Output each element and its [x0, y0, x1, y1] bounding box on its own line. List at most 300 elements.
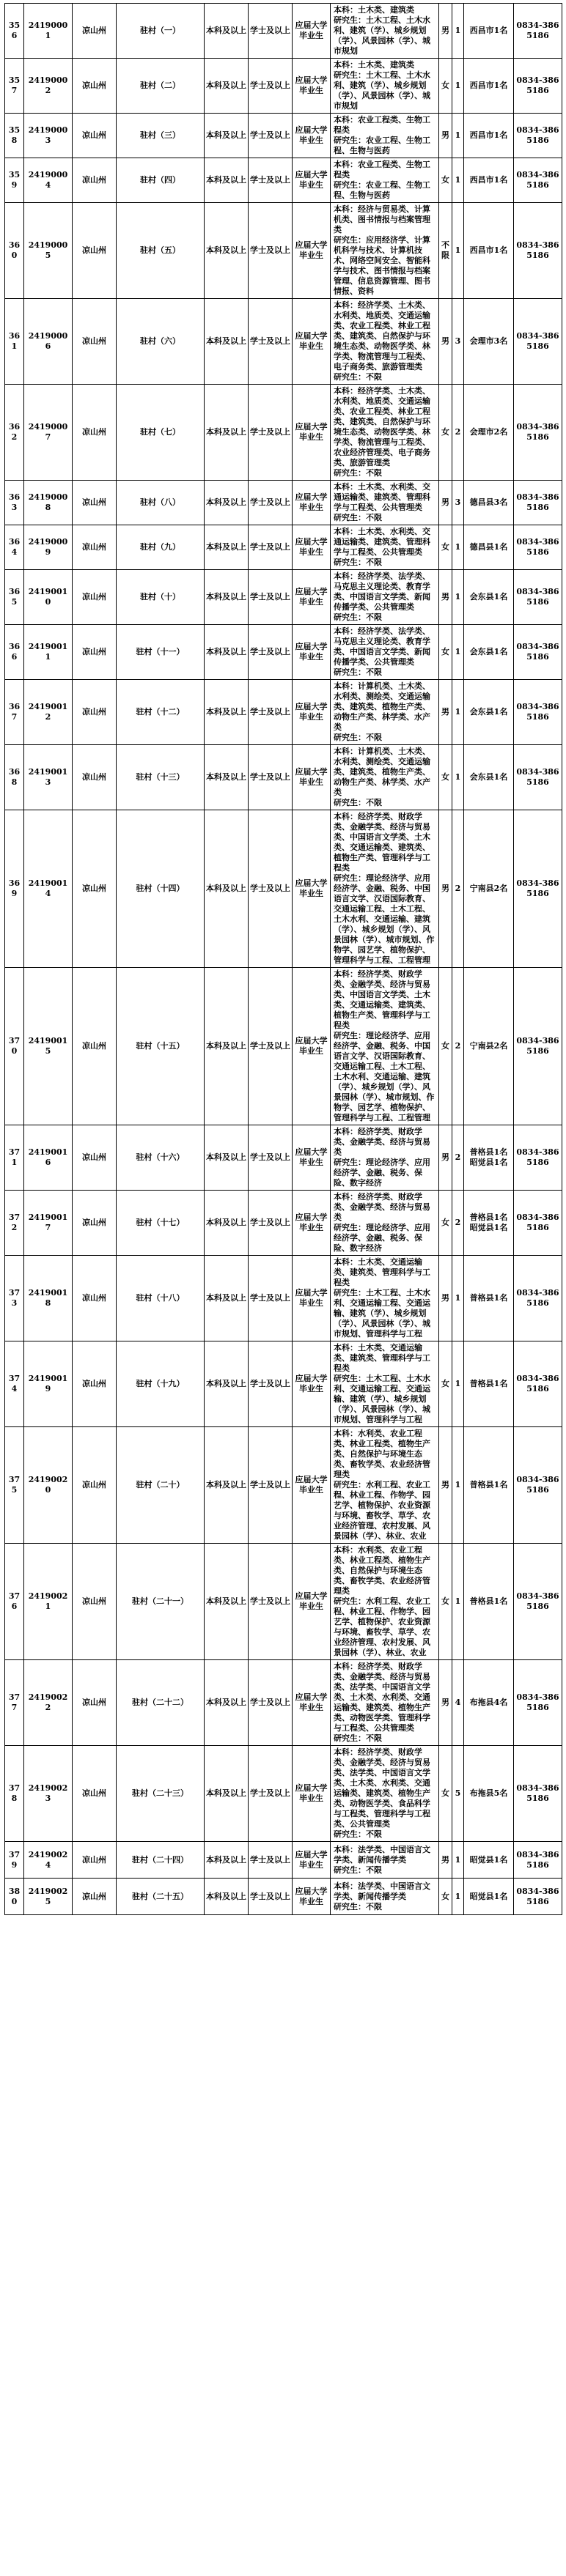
table-row [5, 299, 562, 385]
contact-phone-cell: 0834-3865186 [514, 745, 562, 810]
row-number-cell: 373 [5, 1256, 24, 1341]
county-quota-cell: 德昌县1名 [464, 525, 514, 570]
row-number-cell: 362 [5, 385, 24, 481]
degree-requirement-cell: 学士及以上 [249, 1660, 293, 1746]
post-code-cell: 24190007 [24, 385, 73, 481]
undergrad-majors: 本科：法学类、中国语言文学类、新闻传播学类 [334, 1881, 430, 1901]
table-row [5, 59, 562, 114]
degree-requirement-cell: 学士及以上 [249, 625, 293, 680]
table-row [5, 1427, 562, 1544]
row-number-cell: 357 [5, 59, 24, 114]
graduate-type-cell: 应届大学毕业生 [293, 1544, 331, 1660]
major-requirement-cell [331, 158, 439, 203]
graduate-majors: 研究生：不限 [334, 1829, 382, 1839]
post-name-cell: 驻村（十六） [117, 1125, 205, 1191]
graduate-majors: 研究生：不限 [334, 372, 382, 382]
undergrad-majors: 本科：农业工程类、生物工程类 [334, 160, 430, 179]
graduate-type-cell: 应届大学毕业生 [293, 1842, 331, 1879]
graduate-type-cell: 应届大学毕业生 [293, 968, 331, 1125]
graduate-type-cell: 应届大学毕业生 [293, 1660, 331, 1746]
county-quota-cell: 德昌县3名 [464, 481, 514, 525]
major-requirement-cell [331, 1191, 439, 1256]
gender-cell: 女 [439, 385, 452, 481]
contact-phone-cell: 0834-3865186 [514, 299, 562, 385]
education-requirement-cell: 本科及以上 [205, 481, 249, 525]
headcount-cell: 3 [452, 299, 464, 385]
table-row [5, 625, 562, 680]
undergrad-majors: 本科：土木类、水利类、交通运输类、建筑类、管理科学与工程类、公共管理类 [334, 527, 430, 557]
gender-cell: 男 [439, 1427, 452, 1544]
table-row [5, 481, 562, 525]
post-code-cell: 24190003 [24, 114, 73, 158]
region-cell: 凉山州 [73, 525, 117, 570]
headcount-cell: 1 [452, 4, 464, 59]
degree-requirement-cell: 学士及以上 [249, 1427, 293, 1544]
graduate-majors: 研究生：水利工程、农业工程、林业工程、作物学、园艺学、植物保护、农业资源与环境、畜牧学、草学、农业经济管理、农村发展、风景园林（学）、林业、农业 [334, 1480, 430, 1541]
county-quota-cell: 昭觉县1名 [464, 1842, 514, 1879]
region-cell: 凉山州 [73, 810, 117, 968]
contact-phone-cell: 0834-3865186 [514, 525, 562, 570]
contact-phone-cell: 0834-3865186 [514, 1660, 562, 1746]
headcount-cell: 1 [452, 1427, 464, 1544]
post-code-cell: 24190014 [24, 810, 73, 968]
row-number-cell: 375 [5, 1427, 24, 1544]
major-requirement-cell [331, 481, 439, 525]
gender-cell: 男 [439, 810, 452, 968]
education-requirement-cell: 本科及以上 [205, 1125, 249, 1191]
undergrad-majors: 本科：土木类、水利类、交通运输类、建筑类、管理科学与工程类、公共管理类 [334, 482, 430, 512]
gender-cell: 男 [439, 481, 452, 525]
post-code-cell: 24190019 [24, 1341, 73, 1427]
education-requirement-cell: 本科及以上 [205, 385, 249, 481]
county-quota-cell: 宁南县2名 [464, 968, 514, 1125]
degree-requirement-cell: 学士及以上 [249, 1842, 293, 1879]
degree-requirement-cell: 学士及以上 [249, 385, 293, 481]
contact-phone-cell: 0834-3865186 [514, 1125, 562, 1191]
headcount-cell: 1 [452, 1879, 464, 1915]
post-name-cell: 驻村（九） [117, 525, 205, 570]
region-cell: 凉山州 [73, 968, 117, 1125]
contact-phone-cell: 0834-3865186 [514, 968, 562, 1125]
post-code-cell: 24190001 [24, 4, 73, 59]
region-cell: 凉山州 [73, 1427, 117, 1544]
major-requirement-cell [331, 299, 439, 385]
graduate-type-cell: 应届大学毕业生 [293, 114, 331, 158]
post-name-cell: 驻村（二十二） [117, 1660, 205, 1746]
post-name-cell: 驻村（十八） [117, 1256, 205, 1341]
major-requirement-cell [331, 968, 439, 1125]
headcount-cell: 1 [452, 1842, 464, 1879]
major-requirement-cell [331, 1341, 439, 1427]
post-code-cell: 24190008 [24, 481, 73, 525]
post-name-cell: 驻村（二十） [117, 1427, 205, 1544]
region-cell: 凉山州 [73, 1256, 117, 1341]
gender-cell: 女 [439, 1879, 452, 1915]
headcount-cell: 1 [452, 625, 464, 680]
county-quota-cell: 西昌市1名 [464, 4, 514, 59]
graduate-majors: 研究生：应用经济学、计算机科学与技术、计算机技术、网络空间安全、智能科学与技术、图书情报与档案管理、信息资源管理、图书情报、资料 [334, 235, 430, 296]
gender-cell: 女 [439, 1191, 452, 1256]
contact-phone-cell: 0834-3865186 [514, 680, 562, 745]
contact-phone-cell: 0834-3865186 [514, 1879, 562, 1915]
post-code-cell: 24190017 [24, 1191, 73, 1256]
contact-phone-cell: 0834-3865186 [514, 114, 562, 158]
post-name-cell: 驻村（十一） [117, 625, 205, 680]
post-name-cell: 驻村（十） [117, 570, 205, 625]
major-requirement-cell [331, 625, 439, 680]
headcount-cell: 1 [452, 1256, 464, 1341]
gender-cell: 男 [439, 1125, 452, 1191]
education-requirement-cell: 本科及以上 [205, 745, 249, 810]
major-requirement-cell [331, 1427, 439, 1544]
contact-phone-cell: 0834-3865186 [514, 59, 562, 114]
graduate-type-cell: 应届大学毕业生 [293, 1191, 331, 1256]
degree-requirement-cell: 学士及以上 [249, 968, 293, 1125]
post-name-cell: 驻村（十九） [117, 1341, 205, 1427]
major-requirement-cell [331, 4, 439, 59]
post-name-cell: 驻村（二十五） [117, 1879, 205, 1915]
county-quota-cell: 布拖县4名 [464, 1660, 514, 1746]
education-requirement-cell: 本科及以上 [205, 968, 249, 1125]
county-quota-cell: 西昌市1名 [464, 203, 514, 299]
education-requirement-cell: 本科及以上 [205, 1341, 249, 1427]
headcount-cell: 1 [452, 680, 464, 745]
major-requirement-cell [331, 59, 439, 114]
row-number-cell: 368 [5, 745, 24, 810]
table-row [5, 570, 562, 625]
education-requirement-cell: 本科及以上 [205, 625, 249, 680]
post-code-cell: 24190016 [24, 1125, 73, 1191]
row-number-cell: 372 [5, 1191, 24, 1256]
graduate-type-cell: 应届大学毕业生 [293, 625, 331, 680]
graduate-type-cell: 应届大学毕业生 [293, 299, 331, 385]
region-cell: 凉山州 [73, 1660, 117, 1746]
table-row [5, 385, 562, 481]
post-name-cell: 驻村（四） [117, 158, 205, 203]
degree-requirement-cell: 学士及以上 [249, 203, 293, 299]
gender-cell: 男 [439, 1256, 452, 1341]
region-cell: 凉山州 [73, 299, 117, 385]
graduate-majors: 研究生：理论经济学、应用经济学、金融、税务、中国语言文学、汉语国际教育、交通运输工程、土木工程、土木水利、交通运输、建筑（学）、城乡规划（学）、风景园林（学）、城市规划、作物学、园艺学、植物保护、管理科学与工程、工程管理 [334, 1031, 435, 1122]
graduate-majors: 研究生：理论经济学、应用经济学、金融、税务、保险、数字经济 [334, 1158, 430, 1188]
undergrad-majors: 本科：经济与贸易类、计算机类、图书情报与档案管理类 [334, 204, 430, 234]
degree-requirement-cell: 学士及以上 [249, 158, 293, 203]
table-body [5, 4, 562, 1915]
degree-requirement-cell: 学士及以上 [249, 680, 293, 745]
post-code-cell: 24190005 [24, 203, 73, 299]
major-requirement-cell [331, 525, 439, 570]
county-quota-cell: 会东县1名 [464, 570, 514, 625]
county-quota-cell: 普格县1名 [464, 1256, 514, 1341]
county-quota-cell: 会理市2名 [464, 385, 514, 481]
table-row [5, 680, 562, 745]
contact-phone-cell: 0834-3865186 [514, 385, 562, 481]
county-quota-cell: 布拖县5名 [464, 1746, 514, 1842]
county-quota-cell: 西昌市1名 [464, 59, 514, 114]
undergrad-majors: 本科：土木类、交通运输类、建筑类、管理科学与工程类 [334, 1257, 430, 1287]
county-quota-cell: 普格县1名 [464, 1341, 514, 1427]
degree-requirement-cell: 学士及以上 [249, 1879, 293, 1915]
row-number-cell: 380 [5, 1879, 24, 1915]
headcount-cell: 2 [452, 968, 464, 1125]
row-number-cell: 356 [5, 4, 24, 59]
region-cell: 凉山州 [73, 4, 117, 59]
graduate-majors: 研究生：不限 [334, 1901, 382, 1911]
gender-cell: 女 [439, 625, 452, 680]
gender-cell: 男 [439, 114, 452, 158]
region-cell: 凉山州 [73, 1842, 117, 1879]
region-cell: 凉山州 [73, 745, 117, 810]
post-name-cell: 驻村（一） [117, 4, 205, 59]
table-row [5, 1341, 562, 1427]
row-number-cell: 360 [5, 203, 24, 299]
graduate-type-cell: 应届大学毕业生 [293, 385, 331, 481]
major-requirement-cell [331, 1544, 439, 1660]
graduate-type-cell: 应届大学毕业生 [293, 203, 331, 299]
major-requirement-cell [331, 1660, 439, 1746]
graduate-majors: 研究生：不限 [334, 513, 382, 522]
education-requirement-cell: 本科及以上 [205, 1660, 249, 1746]
county-quota-cell: 西昌市1名 [464, 158, 514, 203]
education-requirement-cell: 本科及以上 [205, 525, 249, 570]
education-requirement-cell: 本科及以上 [205, 1256, 249, 1341]
post-name-cell: 驻村（三） [117, 114, 205, 158]
gender-cell: 男 [439, 299, 452, 385]
education-requirement-cell: 本科及以上 [205, 114, 249, 158]
undergrad-majors: 本科：经济学类、土木类、水利类、地质类、交通运输类、农业工程类、林业工程类、建筑类、自然保护与环境生态类、动物医学类、林学类、物流管理与工程类、农业经济管理类、电子商务类、旅游管理类 [334, 386, 430, 467]
row-number-cell: 379 [5, 1842, 24, 1879]
undergrad-majors: 本科：计算机类、土木类、水利类、测绘类、交通运输类、建筑类、植物生产类、动物生产类、林学类、水产类 [334, 681, 430, 732]
region-cell: 凉山州 [73, 158, 117, 203]
post-name-cell: 驻村（二十四） [117, 1842, 205, 1879]
graduate-type-cell: 应届大学毕业生 [293, 1125, 331, 1191]
headcount-cell: 2 [452, 1125, 464, 1191]
post-name-cell: 驻村（十五） [117, 968, 205, 1125]
graduate-majors: 研究生：理论经济学、应用经济学、金融、税务、保险、数字经济 [334, 1223, 430, 1253]
degree-requirement-cell: 学士及以上 [249, 1746, 293, 1842]
region-cell: 凉山州 [73, 203, 117, 299]
row-number-cell: 367 [5, 680, 24, 745]
education-requirement-cell: 本科及以上 [205, 1879, 249, 1915]
contact-phone-cell: 0834-3865186 [514, 570, 562, 625]
graduate-type-cell: 应届大学毕业生 [293, 481, 331, 525]
education-requirement-cell: 本科及以上 [205, 4, 249, 59]
post-name-cell: 驻村（十二） [117, 680, 205, 745]
row-number-cell: 374 [5, 1341, 24, 1427]
graduate-majors: 研究生：不限 [334, 1865, 382, 1875]
graduate-majors: 研究生：不限 [334, 667, 382, 677]
education-requirement-cell: 本科及以上 [205, 680, 249, 745]
graduate-type-cell: 应届大学毕业生 [293, 4, 331, 59]
graduate-type-cell: 应届大学毕业生 [293, 158, 331, 203]
post-code-cell: 24190011 [24, 625, 73, 680]
graduate-majors: 研究生：土木工程、土木水利、建筑（学）、城乡规划（学）、风景园林（学）、城市规划 [334, 70, 430, 111]
gender-cell: 男 [439, 680, 452, 745]
table-row [5, 114, 562, 158]
education-requirement-cell: 本科及以上 [205, 158, 249, 203]
county-quota-cell: 普格县1名 [464, 1544, 514, 1660]
region-cell: 凉山州 [73, 1544, 117, 1660]
graduate-majors: 研究生：不限 [334, 1733, 382, 1743]
headcount-cell: 1 [452, 203, 464, 299]
gender-cell: 男 [439, 4, 452, 59]
contact-phone-cell: 0834-3865186 [514, 1256, 562, 1341]
contact-phone-cell: 0834-3865186 [514, 1191, 562, 1256]
post-code-cell: 24190024 [24, 1842, 73, 1879]
post-name-cell: 驻村（二十一） [117, 1544, 205, 1660]
graduate-type-cell: 应届大学毕业生 [293, 680, 331, 745]
row-number-cell: 358 [5, 114, 24, 158]
post-name-cell: 驻村（二） [117, 59, 205, 114]
gender-cell: 不限 [439, 203, 452, 299]
table-row [5, 4, 562, 59]
degree-requirement-cell: 学士及以上 [249, 810, 293, 968]
gender-cell: 女 [439, 1544, 452, 1660]
contact-phone-cell: 0834-3865186 [514, 158, 562, 203]
row-number-cell: 364 [5, 525, 24, 570]
graduate-majors: 研究生：理论经济学、应用经济学、金融、税务、中国语言文学、汉语国际教育、交通运输工程、土木工程、土木水利、交通运输、建筑（学）、城乡规划（学）、风景园林（学）、城市规划、作物学、园艺学、植物保护、管理科学与工程、工程管理 [334, 873, 435, 965]
table-row [5, 1191, 562, 1256]
table-row [5, 1660, 562, 1746]
region-cell: 凉山州 [73, 680, 117, 745]
major-requirement-cell [331, 385, 439, 481]
undergrad-majors: 本科：农业工程类、生物工程类 [334, 115, 430, 135]
table-row [5, 158, 562, 203]
undergrad-majors: 本科：经济学类、土木类、水利类、地质类、交通运输类、农业工程类、林业工程类、建筑类、自然保护与环境生态类、动物医学类、林学类、物流管理与工程类、电子商务类、旅游管理类 [334, 300, 430, 371]
post-name-cell: 驻村（十三） [117, 745, 205, 810]
post-code-cell: 24190004 [24, 158, 73, 203]
education-requirement-cell: 本科及以上 [205, 203, 249, 299]
headcount-cell: 1 [452, 1544, 464, 1660]
graduate-majors: 研究生：不限 [334, 733, 382, 742]
gender-cell: 男 [439, 570, 452, 625]
headcount-cell: 2 [452, 810, 464, 968]
county-quota-cell: 会东县1名 [464, 680, 514, 745]
region-cell: 凉山州 [73, 1746, 117, 1842]
major-requirement-cell [331, 1842, 439, 1879]
education-requirement-cell: 本科及以上 [205, 1191, 249, 1256]
undergrad-majors: 本科：经济学类、财政学类、金融学类、经济与贸易类、中国语言文学类、土木类、交通运输类、建筑类、植物生产类、管理科学与工程类 [334, 812, 430, 873]
region-cell: 凉山州 [73, 1125, 117, 1191]
county-quota-cell: 西昌市1名 [464, 114, 514, 158]
table-row [5, 810, 562, 968]
degree-requirement-cell: 学士及以上 [249, 114, 293, 158]
post-code-cell: 24190009 [24, 525, 73, 570]
gender-cell: 女 [439, 158, 452, 203]
county-quota-cell: 普格县1名 昭觉县1名 [464, 1125, 514, 1191]
graduate-type-cell: 应届大学毕业生 [293, 525, 331, 570]
county-quota-cell: 普格县1名 昭觉县1名 [464, 1191, 514, 1256]
row-number-cell: 363 [5, 481, 24, 525]
post-code-cell: 24190010 [24, 570, 73, 625]
degree-requirement-cell: 学士及以上 [249, 525, 293, 570]
table-row [5, 745, 562, 810]
graduate-type-cell: 应届大学毕业生 [293, 810, 331, 968]
gender-cell: 女 [439, 525, 452, 570]
degree-requirement-cell: 学士及以上 [249, 59, 293, 114]
degree-requirement-cell: 学士及以上 [249, 1125, 293, 1191]
post-code-cell: 24190013 [24, 745, 73, 810]
row-number-cell: 370 [5, 968, 24, 1125]
major-requirement-cell [331, 680, 439, 745]
undergrad-majors: 本科：经济学类、财政学类、金融学类、经济与贸易类 [334, 1127, 430, 1157]
graduate-type-cell: 应届大学毕业生 [293, 1341, 331, 1427]
graduate-majors: 研究生：不限 [334, 798, 382, 807]
major-requirement-cell [331, 745, 439, 810]
contact-phone-cell: 0834-3865186 [514, 4, 562, 59]
contact-phone-cell: 0834-3865186 [514, 1544, 562, 1660]
major-requirement-cell [331, 203, 439, 299]
table-row [5, 525, 562, 570]
undergrad-majors: 本科：土木类、建筑类 [334, 60, 414, 70]
post-name-cell: 驻村（二十三） [117, 1746, 205, 1842]
row-number-cell: 369 [5, 810, 24, 968]
gender-cell: 女 [439, 1746, 452, 1842]
headcount-cell: 2 [452, 1191, 464, 1256]
major-requirement-cell [331, 810, 439, 968]
recruitment-table-wrapper [4, 3, 562, 1915]
gender-cell: 女 [439, 745, 452, 810]
education-requirement-cell: 本科及以上 [205, 810, 249, 968]
table-row [5, 1256, 562, 1341]
degree-requirement-cell: 学士及以上 [249, 745, 293, 810]
undergrad-majors: 本科：水利类、农业工程类、林业工程类、植物生产类、自然保护与环境生态类、畜牧学类、农业经济管理类 [334, 1429, 430, 1479]
table-row [5, 1879, 562, 1915]
region-cell: 凉山州 [73, 1341, 117, 1427]
post-name-cell: 驻村（十七） [117, 1191, 205, 1256]
degree-requirement-cell: 学士及以上 [249, 570, 293, 625]
contact-phone-cell: 0834-3865186 [514, 1842, 562, 1879]
major-requirement-cell [331, 1256, 439, 1341]
graduate-majors: 研究生：水利工程、农业工程、林业工程、作物学、园艺学、植物保护、农业资源与环境、畜牧学、草学、农业经济管理、农村发展、风景园林（学）、林业、农业 [334, 1596, 430, 1657]
graduate-type-cell: 应届大学毕业生 [293, 1879, 331, 1915]
region-cell: 凉山州 [73, 481, 117, 525]
major-requirement-cell [331, 1879, 439, 1915]
undergrad-majors: 本科：水利类、农业工程类、林业工程类、植物生产类、自然保护与环境生态类、畜牧学类、农业经济管理类 [334, 1545, 430, 1596]
education-requirement-cell: 本科及以上 [205, 1427, 249, 1544]
headcount-cell: 1 [452, 158, 464, 203]
table-row [5, 1746, 562, 1842]
contact-phone-cell: 0834-3865186 [514, 481, 562, 525]
post-name-cell: 驻村（五） [117, 203, 205, 299]
degree-requirement-cell: 学士及以上 [249, 1544, 293, 1660]
post-code-cell: 24190022 [24, 1660, 73, 1746]
headcount-cell: 1 [452, 570, 464, 625]
post-name-cell: 驻村（八） [117, 481, 205, 525]
education-requirement-cell: 本科及以上 [205, 570, 249, 625]
undergrad-majors: 本科：经济学类、财政学类、金融学类、经济与贸易类、法学类、中国语言文学类、土木类、水利类、交通运输类、建筑类、植物生产类、动物医学类、食品科学与工程类、管理科学与工程类、公共管理类 [334, 1747, 430, 1829]
gender-cell: 男 [439, 1660, 452, 1746]
undergrad-majors: 本科：经济学类、法学类、马克思主义理论类、教育学类、中国语言文学类、新闻传播学类、公共管理类 [334, 626, 430, 667]
contact-phone-cell: 0834-3865186 [514, 203, 562, 299]
county-quota-cell: 会东县1名 [464, 745, 514, 810]
education-requirement-cell: 本科及以上 [205, 1544, 249, 1660]
undergrad-majors: 本科：经济学类、法学类、马克思主义理论类、教育学类、中国语言文学类、新闻传播学类、公共管理类 [334, 571, 430, 612]
degree-requirement-cell: 学士及以上 [249, 1256, 293, 1341]
graduate-type-cell: 应届大学毕业生 [293, 1256, 331, 1341]
recruitment-table [4, 3, 562, 1915]
graduate-majors: 研究生：土木工程、土木水利、交通运输工程、交通运输、建筑（学）、城乡规划（学）、风景园林（学）、城市规划、管理科学与工程 [334, 1288, 430, 1339]
region-cell: 凉山州 [73, 1191, 117, 1256]
undergrad-majors: 本科：经济学类、财政学类、金融学类、经济与贸易类 [334, 1192, 430, 1222]
undergrad-majors: 本科：经济学类、财政学类、金融学类、经济与贸易类、法学类、中国语言文学类、土木类、水利类、交通运输类、建筑类、植物生产类、动物医学类、管理科学与工程类、公共管理类 [334, 1662, 430, 1733]
contact-phone-cell: 0834-3865186 [514, 1341, 562, 1427]
education-requirement-cell: 本科及以上 [205, 59, 249, 114]
major-requirement-cell [331, 1746, 439, 1842]
county-quota-cell: 普格县1名 [464, 1427, 514, 1544]
graduate-majors: 研究生：不限 [334, 558, 382, 567]
gender-cell: 女 [439, 59, 452, 114]
